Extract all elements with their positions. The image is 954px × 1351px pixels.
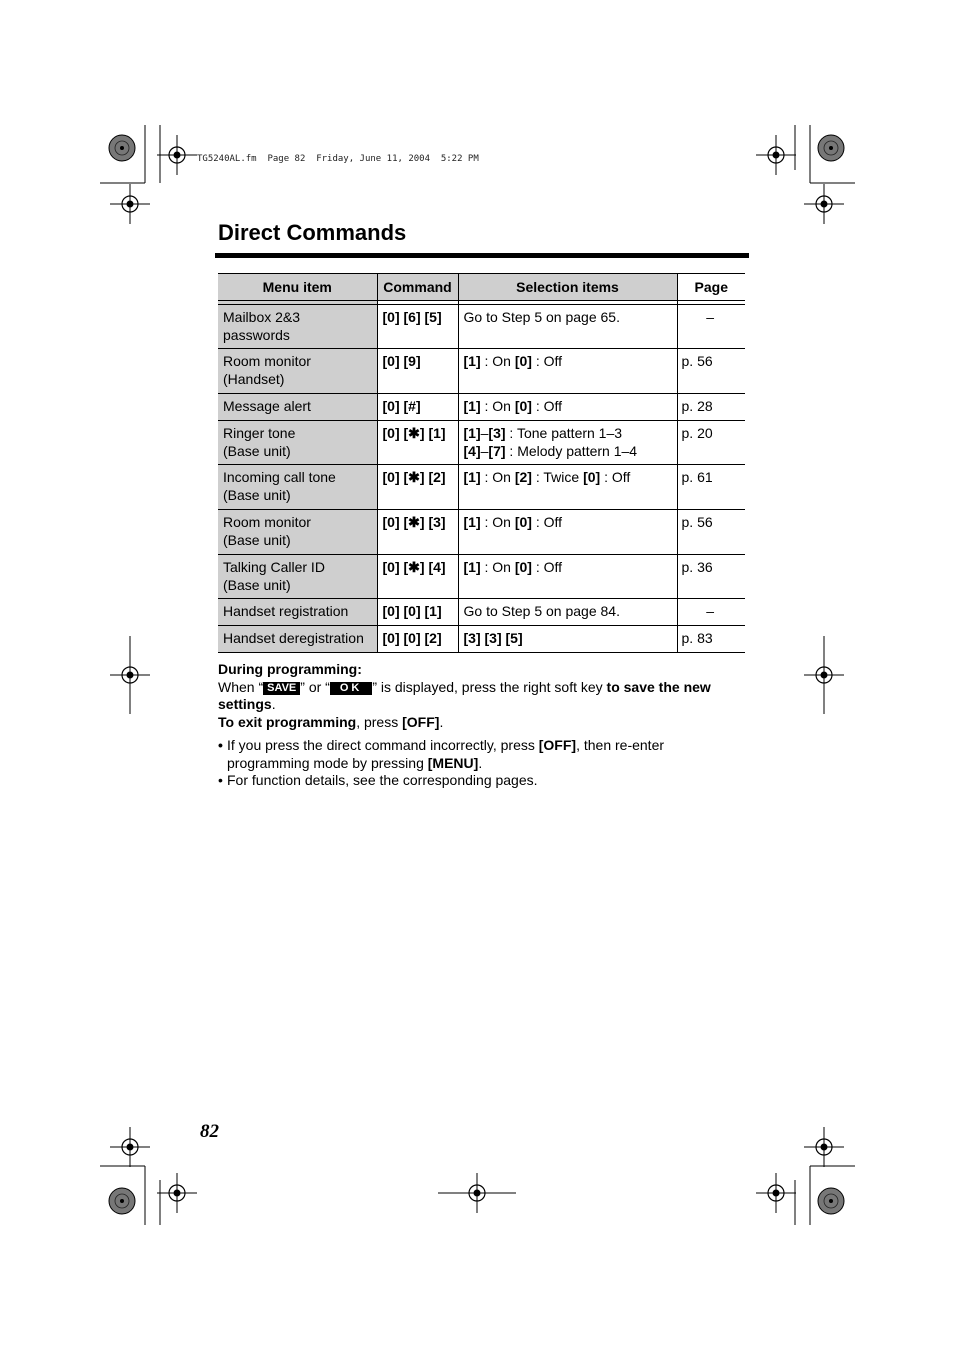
selection-cell [458, 394, 677, 421]
table-row [218, 599, 745, 626]
header-menu-item: Menu item [218, 274, 377, 301]
page-cell: p. 56 [677, 349, 745, 394]
ok-softkey-icon: OK [330, 682, 373, 695]
save-softkey-icon: SAVE [263, 682, 300, 695]
command-cell: [0] [#] [377, 394, 458, 421]
menu-item-cell [218, 349, 377, 394]
off-key-label: [OFF] [402, 714, 440, 731]
key-label: [1] [463, 353, 481, 369]
programming-notes [218, 661, 748, 790]
page-cell: – [677, 305, 745, 349]
page-number: 82 [200, 1121, 219, 1142]
bullet-icon: • [218, 736, 223, 753]
key-label: [7] [488, 442, 506, 459]
selection-cell [458, 465, 677, 510]
key-label: [0] [514, 353, 532, 369]
menu-item-line: Talking Caller ID [223, 559, 325, 575]
text-fragment: . [439, 714, 444, 731]
menu-item-line: (Handset) [223, 370, 285, 387]
text-fragment: : Off [531, 353, 563, 369]
header-command: Command [377, 274, 458, 301]
selection-cell [458, 421, 677, 465]
table-row [218, 465, 745, 510]
command-cell: [0] [9] [377, 349, 458, 394]
text-fragment: ” or “ [300, 678, 330, 695]
text-fragment: : Twice [531, 469, 584, 485]
command-cell: [0] [✱] [1] [377, 421, 458, 465]
key-label: [0] [583, 469, 601, 485]
text-fragment: : Off [531, 559, 563, 575]
menu-item-line: Message alert [223, 398, 311, 414]
menu-item-cell [218, 599, 377, 626]
table-row [218, 421, 745, 465]
text-fragment: : On [480, 469, 515, 485]
menu-item-cell [218, 626, 377, 653]
menu-item-line: Ringer tone [223, 425, 296, 441]
command-cell: [0] [✱] [2] [377, 465, 458, 510]
selection-text [464, 353, 563, 369]
text-fragment: : Off [531, 514, 563, 530]
list-item [218, 737, 748, 772]
page-cell: – [677, 599, 745, 626]
command-cell: [0] [6] [5] [377, 305, 458, 349]
key-label: [1] [463, 425, 481, 441]
text-fragment: When “ [218, 678, 264, 695]
table-row [218, 510, 745, 555]
page-cell: p. 83 [677, 626, 745, 653]
bullet-text: For function details, see the corresponding pages. [227, 772, 538, 789]
text-fragment: – [480, 442, 489, 459]
header-selection-items: Selection items [458, 274, 677, 301]
key-label: [1] [463, 398, 481, 414]
direct-commands-table [218, 273, 745, 653]
key-label: [0] [514, 559, 532, 575]
save-instruction [218, 679, 748, 714]
menu-item-cell [218, 305, 377, 349]
selection-text [464, 559, 563, 575]
table-row [218, 626, 745, 653]
menu-item-line: Room monitor [223, 353, 311, 369]
table-row [218, 349, 745, 394]
menu-item-cell [218, 421, 377, 465]
text-fragment: , press [356, 714, 403, 731]
key-label: [1] [463, 559, 481, 575]
file-header: TG5240AL.fm Page 82 Friday, June 11, 2004 5:22 PM [197, 154, 479, 164]
notes-heading: During programming: [218, 661, 362, 677]
key-label: [3] [488, 425, 506, 441]
header-page: Page [677, 274, 745, 301]
selection-text [464, 398, 563, 414]
selection-cell [458, 555, 677, 599]
selection-cell: Go to Step 5 on page 65. [458, 305, 677, 349]
text-fragment: , then re-enter programming mode by pressing [227, 736, 665, 771]
selection-text [464, 425, 623, 441]
text-fragment: : Off [600, 469, 631, 485]
text-fragment: : On [480, 398, 515, 414]
menu-item-line: (Base unit) [223, 576, 291, 593]
menu-item-cell [218, 465, 377, 510]
bullet-icon: • [218, 772, 223, 789]
notes-bullet-list [218, 737, 748, 790]
page-cell: p. 56 [677, 510, 745, 555]
key-label: [2] [514, 469, 532, 485]
command-cell: [0] [0] [2] [377, 626, 458, 653]
key-label: [0] [514, 398, 532, 414]
menu-item-line: Handset registration [223, 603, 349, 619]
key-label: [0] [514, 514, 532, 530]
menu-item-line: passwords [223, 326, 290, 343]
text-fragment: : On [480, 353, 515, 369]
page-title: Direct Commands [218, 220, 407, 245]
menu-item-cell [218, 394, 377, 421]
menu-item-line: Incoming call tone [223, 469, 336, 485]
command-cell: [0] [✱] [4] [377, 555, 458, 599]
emphasis-text: to save the new settings [218, 678, 711, 713]
text-fragment: ” is displayed, press the right soft key [372, 678, 607, 695]
text-fragment: : On [480, 559, 515, 575]
page-cell: p. 20 [677, 421, 745, 465]
exit-instruction [218, 714, 748, 732]
selection-text [464, 514, 563, 530]
selection-text [464, 469, 631, 485]
selection-cell [458, 349, 677, 394]
title-rule [215, 253, 749, 258]
menu-item-line: (Base unit) [223, 531, 291, 548]
list-item [218, 772, 748, 790]
command-cell: [0] [✱] [3] [377, 510, 458, 555]
menu-item-line: (Base unit) [223, 486, 291, 503]
text-fragment: : Tone pattern 1–3 [505, 425, 623, 441]
table-row [218, 394, 745, 421]
table-row [218, 305, 745, 349]
menu-item-cell [218, 555, 377, 599]
off-key-label: [OFF] [538, 736, 577, 753]
text-fragment: . [478, 754, 483, 771]
text-fragment: : Melody pattern 1–4 [505, 442, 638, 459]
text-fragment: – [480, 425, 489, 441]
menu-key-label: [MENU] [427, 754, 479, 771]
menu-item-line: Room monitor [223, 514, 311, 530]
key-label: [1] [463, 514, 481, 530]
table-row [218, 555, 745, 599]
selection-text [464, 443, 638, 459]
table-header-row [218, 274, 745, 301]
page-cell: p. 61 [677, 465, 745, 510]
menu-item-cell [218, 510, 377, 555]
emphasis-text: To exit programming [218, 714, 357, 731]
text-fragment: : Off [531, 398, 563, 414]
menu-item-line: (Base unit) [223, 442, 291, 459]
text-fragment: . [271, 696, 276, 713]
key-label: [4] [463, 442, 481, 459]
key-label: [1] [463, 469, 481, 485]
page-cell: p. 28 [677, 394, 745, 421]
selection-cell: Go to Step 5 on page 84. [458, 599, 677, 626]
page-cell: p. 36 [677, 555, 745, 599]
menu-item-line: Handset deregistration [223, 630, 364, 646]
text-fragment: If you press the direct command incorrectly, press [227, 736, 539, 753]
bullet-text [227, 737, 748, 772]
selection-cell [458, 510, 677, 555]
command-cell: [0] [0] [1] [377, 599, 458, 626]
text-fragment: : On [480, 514, 515, 530]
selection-cell: [3] [3] [5] [458, 626, 677, 653]
menu-item-line: Mailbox 2&3 [223, 309, 301, 325]
